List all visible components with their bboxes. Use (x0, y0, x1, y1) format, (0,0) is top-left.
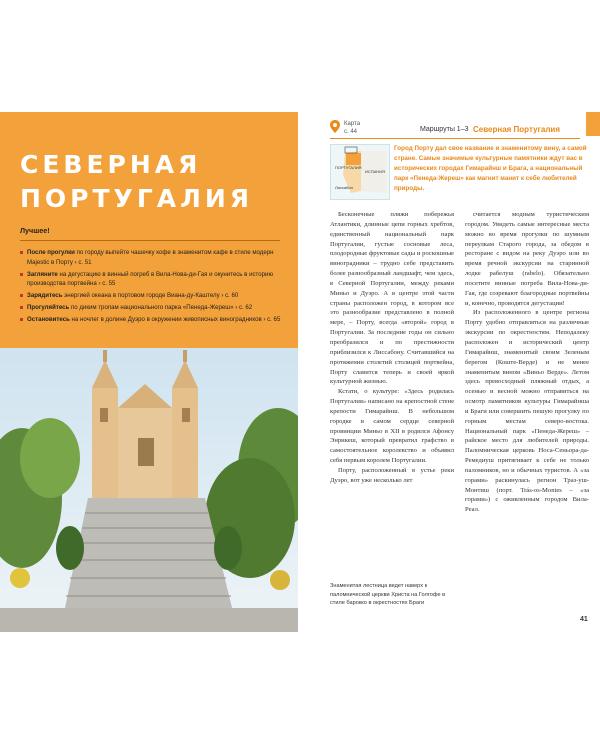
right-page (302, 112, 600, 632)
photo-caption: Знаменитая лестница ведет наверх к паломнической церкви Христа на Голгофе в стиле барокко в окрестностях Браги (330, 583, 446, 607)
locator-map (330, 144, 390, 200)
intro-text: Город Порту дал свое название и знаменитому вину, а самой стране. Самые значимые культурные памятники ждут вас в исторических городах Гимарайнш и Брага, а национальный парк «Пенеда-Жереш» как магнит манит к себе любителей природы. (394, 145, 587, 192)
paragraph: Из расположенного в центре региона Порту удобно отправляться на различные экскурсии по окрестностям. Неподалеку расположен и исторический центр Гимарайнш, знаменитый своим Зеленым берегом (Коште-Верде) и не менее знаменитым вином «Виньо Верде». Летом здесь превосходный пляжный отдых, а осенью и весной можно отправиться на осмотр памятников культуры Гимарайнша и Браги или совершить пешую прогулку по горным местам северо-востока. Национальный парк «Пенеда-Жереш» – райское место для любителей природы. Паломническая церковь Носа-Сеньора-да-Ремедиуш притягивает к себе не только паломников, но и обычных туристов. А «за горами» раскинулась регион Траз-уш-Монтиш (порт. Trás-os-Montes – «за горами») с оживленным городом Вила-Реал. (465, 309, 589, 514)
page-number: 41 (580, 616, 588, 623)
list-item: Остановитесь на ночлег в долине Дуэро в окружении живописных виноградников › с. 65 (20, 315, 282, 325)
route-label: Маршруты 1–3 (420, 126, 469, 133)
map-label-portugal: ПОРТУГАЛИЯ (335, 165, 362, 170)
map-pin-icon (330, 120, 340, 133)
paragraph: Порту, расположенный в устье реки Дуэро, вот уже несколько лет (330, 466, 454, 484)
best-list (20, 248, 282, 327)
paragraph: считается модным туристическим городом. Увидеть самые интересные места можно во время прогулки по шумным переулкам Старого города, за обедом в ресторане с видом на реку Дуэро или во время речной экскурсии на старинной лодке рабелуш (rabelo). Обязательно посетите винные погреба Вила-Нова-ди-Гая, где созревают благородные портвейны и, конечно, проводятся дегустации! (465, 211, 589, 307)
list-item: Зарядитесь энергией океана в портовом городе Виана-ду-Каштелу › с. 60 (20, 291, 282, 301)
page-title (20, 148, 280, 216)
book-spread (0, 112, 600, 632)
text-column-2 (465, 210, 589, 515)
chapter-tab (586, 112, 600, 136)
title-line-2: ПОРТУГАЛИЯ (20, 184, 254, 213)
text-column-1 (330, 210, 454, 486)
orange-header-block (0, 112, 298, 348)
church-staircase-photo (0, 348, 298, 632)
locator-map-graphic (331, 145, 389, 199)
title-line-1: СЕВЕРНАЯ (20, 150, 202, 179)
paragraph: Бесконечные пляжи побережья Атлантики, длинные цепи горных хребтов, единственный национальный парк Португалии, густые сосновые леса, плодородные фруктовые сады и роскошные виноградники – трудно себе представить более разнообразный ландшафт, чем здесь, в Северной Португалии, между реками Миньо и Дуэро. А в центре этой части страны расположен город, в котором все это разнообразие представлено в полной мере, – Порту, всегда «второй» город в Португалии. За последние годы он сильно преобразился и по престижности приблизился к Лиссабону. Считавшийся на протяжении столетий столицей портвейна, Порту славится теперь и своей яркой культурной жизнью. (330, 211, 454, 386)
header-divider (330, 138, 580, 139)
left-page (0, 112, 298, 632)
list-item: Прогуляйтесь по диким тропам национального парка «Пенеда-Жереш» › с. 62 (20, 303, 282, 313)
best-divider (20, 240, 280, 241)
section-title: Северная Португалия (473, 125, 560, 134)
list-item: Загляните на дегустацию в винный погреб в Вила-Нова-ди-Гая и окунитесь в историю производства портвейна › с. 55 (20, 270, 282, 290)
map-label-lisbon: Лиссабон (335, 185, 353, 190)
map-reference: Карта с. 44 (344, 121, 361, 135)
best-heading: Лучшее! (20, 226, 50, 235)
list-item: После прогулки по городу выпейте чашечку кофе в знаменитом кафе в стиле модерн Majestic в Порту › с. 51 (20, 248, 282, 268)
paragraph: Кстати, о культуре: «Здесь родилась Португалия» написано на крепостной стене крепости Гимарайнш. В небольшом городке в самом сердце северной провинции Миньо в XII в родился Афонсу Энрикеш, который превратил графство в самостоятельное королевство и объявил себя первым королем Португалии. (330, 388, 454, 465)
map-label-spain: ИСПАНИЯ (365, 169, 385, 174)
